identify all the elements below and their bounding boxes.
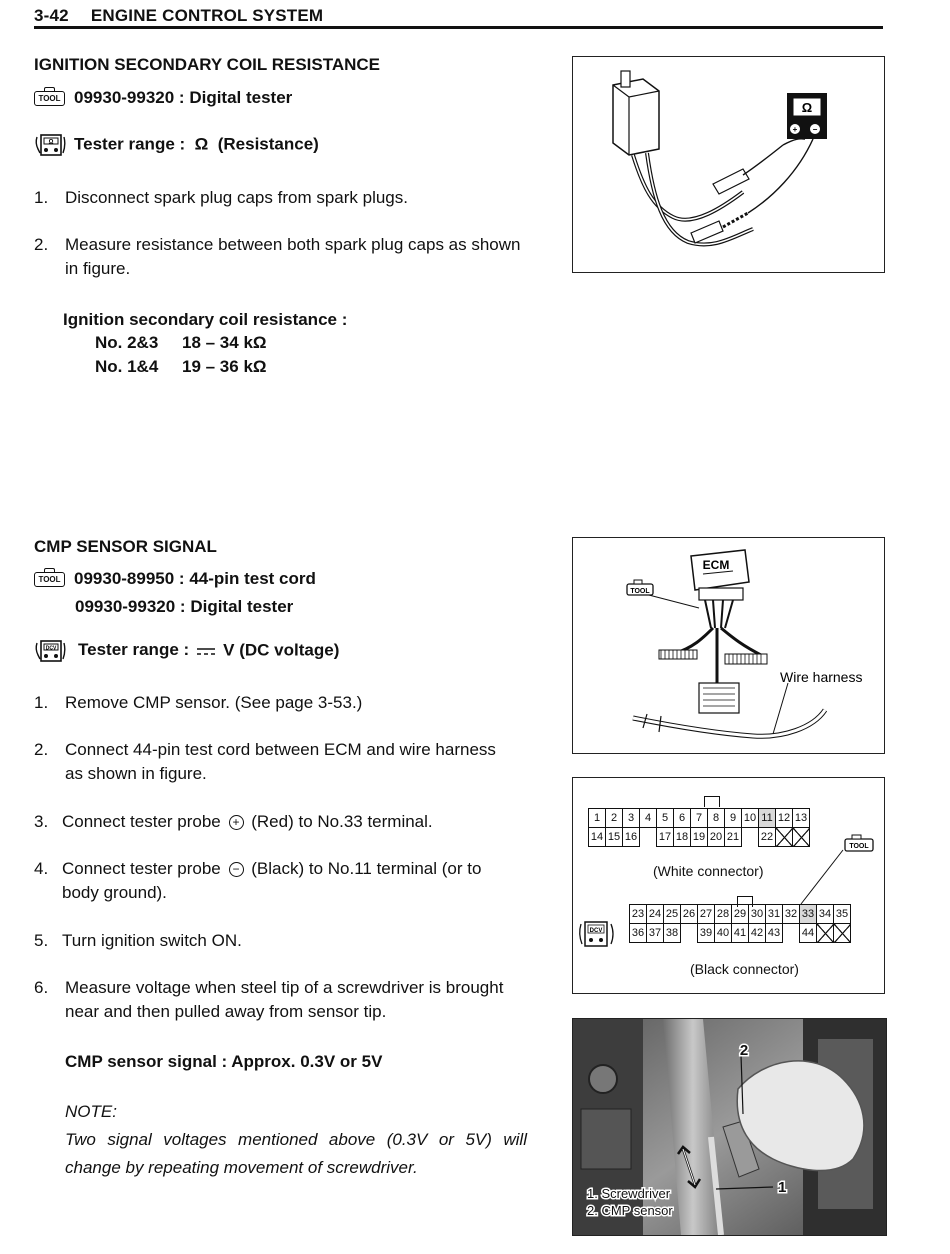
spec-title: Ignition secondary coil resistance :	[63, 310, 348, 329]
tool-text: 09930-99320 : Digital tester	[74, 88, 293, 107]
step-text-cont: body ground).	[62, 883, 167, 902]
page-number: 3-42	[34, 6, 69, 25]
pin-cell: 1	[589, 809, 606, 828]
pin-cell: 16	[623, 828, 640, 847]
pin-cell: 6	[674, 809, 691, 828]
step-text: Turn ignition switch ON.	[62, 931, 242, 950]
pin-cell: 15	[606, 828, 623, 847]
step-item	[34, 233, 534, 281]
cmp-spec: CMP sensor signal : Approx. 0.3V or 5V	[65, 1052, 383, 1071]
pin-cell: 8	[708, 809, 725, 828]
dcv-label: DCV	[45, 645, 57, 652]
step-item	[34, 810, 534, 834]
figure-ecm-test-cord	[572, 537, 885, 754]
pin-cell: 12	[776, 809, 793, 828]
pin-cell: 9	[725, 809, 742, 828]
pin-cell: 35	[834, 905, 851, 924]
step-number: 2.	[34, 235, 49, 254]
black-connector-caption: (Black connector)	[690, 961, 799, 977]
chapter-title: ENGINE CONTROL SYSTEM	[90, 6, 324, 25]
tester-range-line	[34, 639, 339, 663]
white-connector-caption: (White connector)	[653, 863, 764, 879]
note-text: Two signal voltages mentioned above (0.3V or 5V) will	[65, 1130, 527, 1149]
figure-photo-screwdriver	[572, 1018, 887, 1236]
step-number: 2.	[34, 740, 49, 759]
tester-range-value: (Resistance)	[217, 134, 319, 154]
step-number: 4.	[34, 859, 49, 878]
pin-cell: 43	[766, 924, 783, 943]
tool-line	[34, 88, 292, 108]
pin-cell: 27	[698, 905, 715, 924]
pin-cell: 3	[623, 809, 640, 828]
ecm-harness-drawing	[573, 538, 884, 753]
pin-cell-highlighted: 33	[800, 905, 817, 924]
tool-text: 09930-99320 : Digital tester	[75, 597, 294, 616]
step-text: Disconnect spark plug caps from spark plugs.	[65, 188, 408, 207]
svg-text:Ω: Ω	[48, 139, 54, 146]
tool-icon: TOOL	[630, 588, 650, 595]
step-item	[34, 857, 534, 905]
pin-cell: 30	[749, 905, 766, 924]
pin-cell: 39	[698, 924, 715, 943]
pin-cell: 22	[759, 828, 776, 847]
step-text: Remove CMP sensor. (See page 3-53.)	[65, 693, 363, 712]
pin-cell: 38	[664, 924, 681, 943]
tool-line	[34, 569, 316, 589]
pin-cell: 5	[657, 809, 674, 828]
pin-cell: 14	[589, 828, 606, 847]
pin-cell: 4	[640, 809, 657, 828]
step-number: 6.	[34, 978, 49, 997]
step-item	[34, 929, 534, 953]
meter-ohm-symbol: Ω	[801, 100, 813, 115]
tester-range-label: Tester range :	[74, 134, 186, 154]
step-text-cont: near and then pulled away from sensor tip.	[65, 1002, 387, 1021]
section-title-ignition-coil: IGNITION SECONDARY COIL RESISTANCE	[34, 55, 381, 74]
step-text: Measure voltage when steel tip of a screwdriver is brought	[65, 978, 504, 997]
legend-screwdriver: 1. Screwdriver	[587, 1186, 671, 1201]
pin-cell: 10	[742, 809, 759, 828]
pin-cell: 34	[817, 905, 834, 924]
tool-icon: TOOL	[849, 843, 869, 850]
pin-cell: 19	[691, 828, 708, 847]
tool-icon: TOOL	[34, 91, 65, 106]
pin-cell: 28	[715, 905, 732, 924]
step-number: 5.	[34, 931, 49, 950]
spec-value: 18 – 34 kΩ	[182, 333, 267, 352]
tool-icon: TOOL	[34, 572, 65, 587]
pin-cell: 25	[664, 905, 681, 924]
spec-row	[95, 331, 267, 355]
pin-cell: 37	[647, 924, 664, 943]
pin-cell: 36	[630, 924, 647, 943]
photo-illustration	[573, 1019, 886, 1235]
pin-cell: 21	[725, 828, 742, 847]
step-text: (Black) to No.11 terminal (or to	[251, 859, 482, 878]
step-text: Connect tester probe	[62, 859, 221, 878]
figure-connector-pinout	[572, 777, 885, 994]
ecm-label: ECM	[702, 558, 730, 572]
pin-cell-highlighted: 11	[759, 809, 776, 828]
page-header	[34, 6, 323, 26]
dc-voltage-symbol	[197, 646, 215, 656]
pin-cell: 32	[783, 905, 800, 924]
pin-cell: 23	[630, 905, 647, 924]
pin-cell: 13	[793, 809, 810, 828]
svg-text:−: −	[812, 125, 818, 134]
pin-cell: 26	[681, 905, 698, 924]
section-title-cmp-sensor: CMP SENSOR SIGNAL	[34, 537, 217, 556]
callout-2: 2	[739, 1042, 749, 1059]
spec-row	[95, 355, 267, 379]
pin-cell: 44	[800, 924, 817, 943]
wire-harness-label: Wire harness	[780, 669, 863, 685]
step-item	[34, 738, 534, 786]
step-item	[34, 186, 534, 210]
note-text-cont: change by repeating movement of screwdriver.	[65, 1158, 418, 1177]
pin-cell: 40	[715, 924, 732, 943]
step-number: 3.	[34, 812, 49, 831]
pin-cell: 18	[674, 828, 691, 847]
pin-cell: 2	[606, 809, 623, 828]
step-item	[34, 691, 534, 715]
step-text-cont: as shown in figure.	[65, 764, 207, 783]
step-text-cont: in figure.	[65, 259, 131, 278]
note-title: NOTE:	[65, 1102, 117, 1121]
step-number: 1.	[34, 693, 49, 712]
pin-cell: 7	[691, 809, 708, 828]
pin-cell: 29	[732, 905, 749, 924]
step-item	[34, 976, 534, 1024]
connector-overlay	[573, 778, 884, 993]
pin-cell: 20	[708, 828, 725, 847]
dcv-meter-icon	[34, 639, 66, 663]
pin-cell: 41	[732, 924, 749, 943]
pin-cell: 24	[647, 905, 664, 924]
tester-range-label: Tester range :	[78, 640, 190, 660]
coil-tester-drawing	[573, 57, 884, 272]
tool-text: 09930-89950 : 44-pin test cord	[74, 569, 316, 588]
step-number: 1.	[34, 188, 49, 207]
step-text: (Red) to No.33 terminal.	[251, 812, 433, 831]
ohm-symbol: Ω	[194, 134, 209, 154]
spec-value: 19 – 36 kΩ	[182, 357, 267, 376]
pin-cell: 17	[657, 828, 674, 847]
step-text: Connect 44-pin test cord between ECM and wire harness	[65, 740, 496, 759]
pin-cell: 31	[766, 905, 783, 924]
figure-coil-resistance	[572, 56, 885, 273]
spec-label: No. 2&3	[95, 333, 159, 352]
step-text: Measure resistance between both spark plug caps as shown	[65, 235, 521, 254]
callout-1: 1	[778, 1179, 787, 1196]
dcv-meter-icon	[580, 922, 613, 946]
plus-probe-icon: +	[229, 815, 244, 830]
legend-cmp-sensor: 2. CMP sensor	[587, 1203, 673, 1218]
spec-label: No. 1&4	[95, 357, 159, 376]
tester-range-line	[34, 133, 319, 157]
minus-probe-icon: −	[229, 862, 244, 877]
pin-cell: 42	[749, 924, 766, 943]
tester-range-value: V (DC voltage)	[223, 640, 340, 660]
header-rule	[34, 26, 883, 29]
dcv-label: DCV	[589, 928, 603, 934]
step-text: Connect tester probe	[62, 812, 221, 831]
svg-text:+: +	[792, 125, 798, 134]
ohm-meter-icon	[34, 133, 66, 157]
